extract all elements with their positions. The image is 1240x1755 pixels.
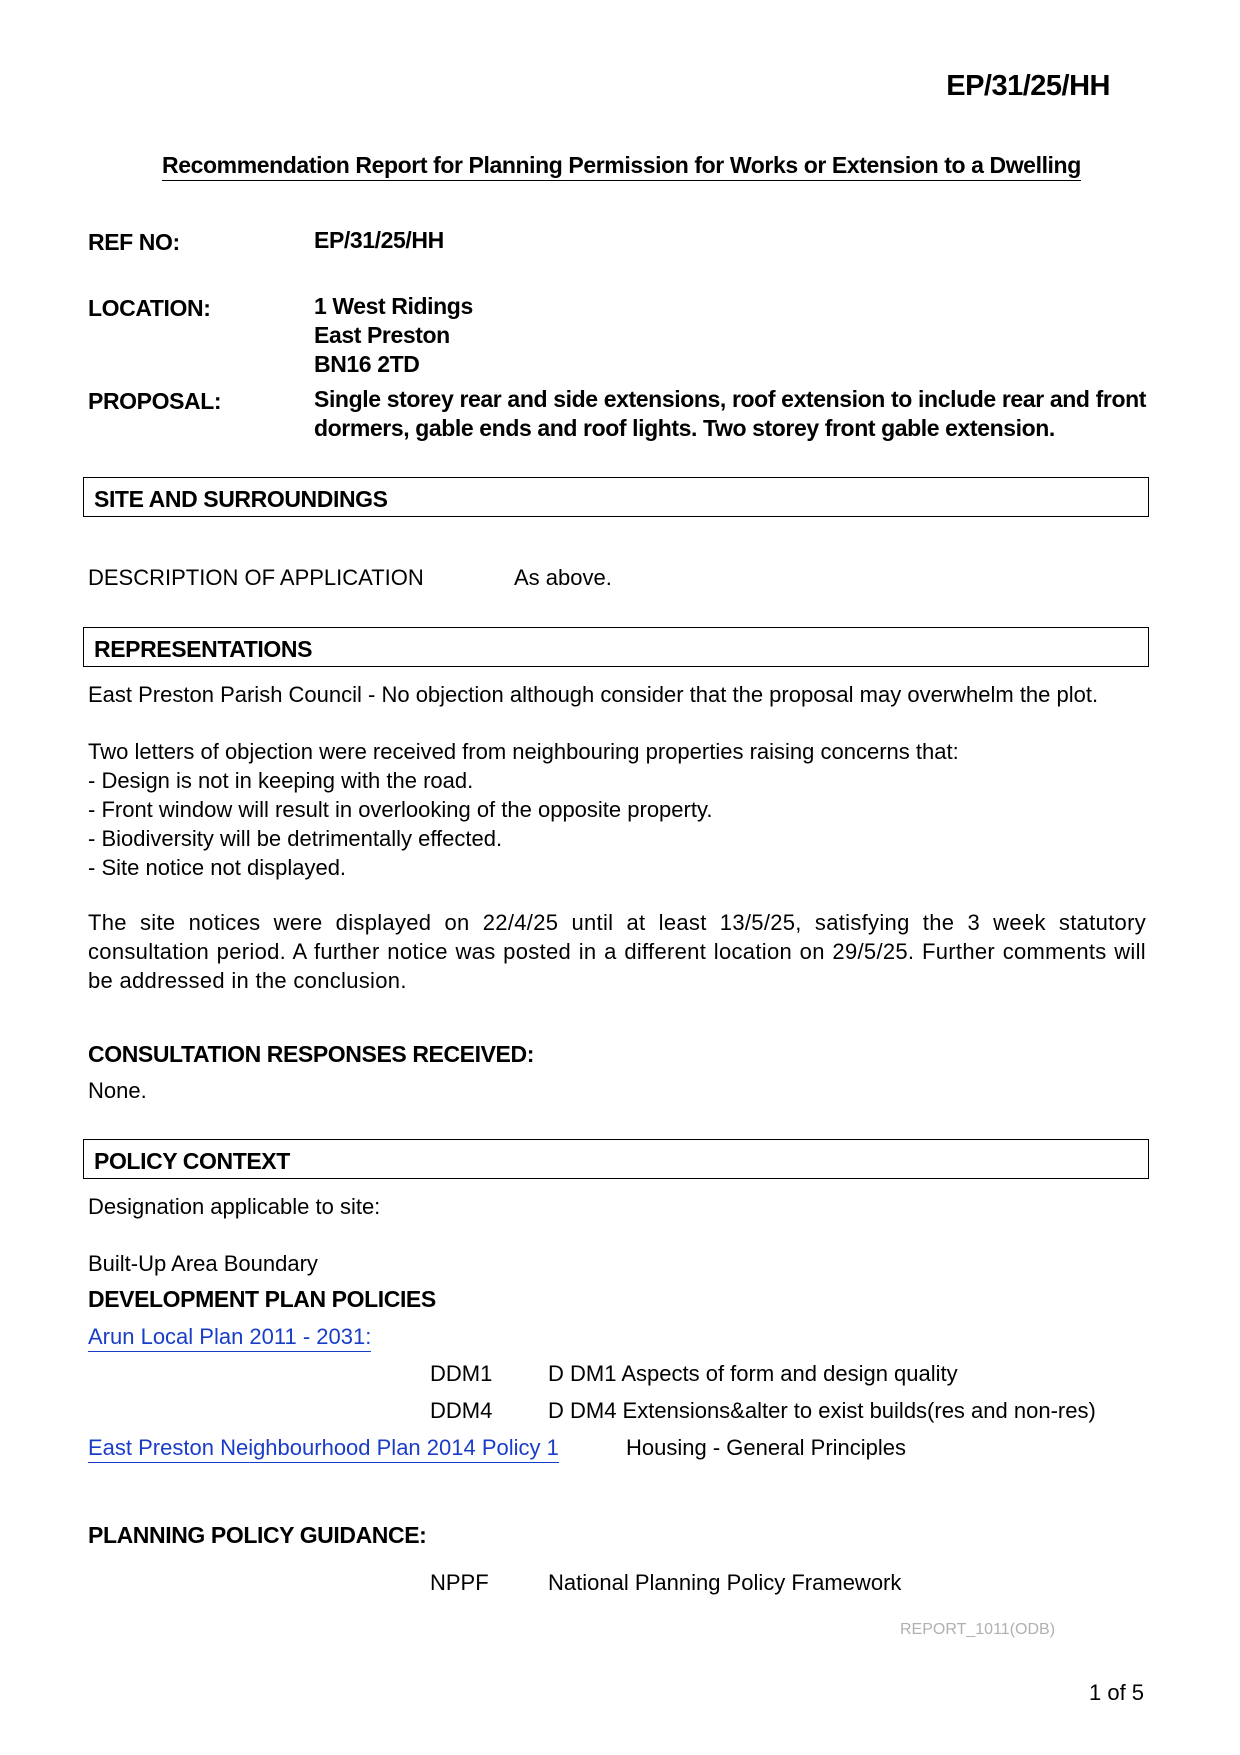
ref-value: EP/31/25/HH xyxy=(314,227,444,253)
site-notices-paragraph: The site notices were displayed on 22/4/25 until at least 13/5/25, satisfying the 3 week statutory consultation period. A further notice was posted in a different location on 29/5/25. Further comments will be addressed in the conclusion. xyxy=(88,910,1146,993)
location-line: BN16 2TD xyxy=(314,351,420,377)
designation-label: Designation applicable to site: xyxy=(88,1194,381,1219)
representations-section-header xyxy=(83,627,1149,667)
representations-heading: REPRESENTATIONS xyxy=(94,636,313,662)
guidance-description: National Planning Policy Framework xyxy=(548,1570,902,1595)
neighbourhood-plan-link-text[interactable]: East Preston Neighbourhood Plan 2014 Policy 1 xyxy=(88,1435,559,1463)
consultation-heading: CONSULTATION RESPONSES RECEIVED: xyxy=(88,1041,534,1067)
list-item: - Biodiversity will be detrimentally effected. xyxy=(88,826,503,851)
planning-guidance-heading: PLANNING POLICY GUIDANCE: xyxy=(88,1522,427,1548)
list-item: - Site notice not displayed. xyxy=(88,855,347,880)
location-label: LOCATION: xyxy=(88,295,211,321)
guidance-code: NPPF xyxy=(430,1570,489,1595)
neighbourhood-plan-description: Housing - General Principles xyxy=(626,1435,907,1460)
page-indicator: 1 of 5 xyxy=(1089,1680,1145,1705)
policy-description: D DM4 Extensions&alter to exist builds(res and non-res) xyxy=(548,1398,1096,1423)
policy-code: DDM1 xyxy=(430,1361,493,1386)
local-plan-link[interactable] xyxy=(88,1322,371,1351)
consultation-value: None. xyxy=(88,1078,147,1103)
description-label: DESCRIPTION OF APPLICATION xyxy=(88,565,424,590)
report-code: REPORT_1011(ODB) xyxy=(900,1621,1056,1638)
page-reference: EP/31/25/HH xyxy=(946,70,1110,102)
parish-council-comment: East Preston Parish Council - No objection although consider that the proposal may overwhelm the plot. xyxy=(88,682,1099,707)
proposal-value: Single storey rear and side extensions, roof extension to include rear and front dormers, gable ends and roof lights. Two storey front gable extension. xyxy=(314,386,1146,441)
policy-heading: POLICY CONTEXT xyxy=(94,1148,290,1174)
objection-list xyxy=(88,766,712,882)
proposal-label: PROPOSAL: xyxy=(88,388,222,414)
development-plan-heading: DEVELOPMENT PLAN POLICIES xyxy=(88,1286,436,1312)
location-line: East Preston xyxy=(314,322,450,348)
neighbourhood-plan-link[interactable] xyxy=(88,1433,559,1462)
designation-value: Built-Up Area Boundary xyxy=(88,1251,318,1276)
document-title: Recommendation Report for Planning Permission for Works or Extension to a Dwelling xyxy=(162,152,1081,181)
list-item: - Front window will result in overlooking of the opposite property. xyxy=(88,797,713,822)
policy-code: DDM4 xyxy=(430,1398,493,1423)
site-section-header xyxy=(83,477,1149,517)
ref-label: REF NO: xyxy=(88,229,180,255)
objections-intro: Two letters of objection were received from neighbouring properties raising concerns that: xyxy=(88,739,959,764)
location-value xyxy=(314,292,473,379)
policy-description: D DM1 Aspects of form and design quality xyxy=(548,1361,958,1386)
location-line: 1 West Ridings xyxy=(314,293,473,319)
list-item: - Design is not in keeping with the road. xyxy=(88,768,474,793)
policy-section-header xyxy=(83,1139,1149,1179)
local-plan-link-text[interactable]: Arun Local Plan 2011 - 2031: xyxy=(88,1324,371,1352)
description-value: As above. xyxy=(514,565,612,590)
site-heading: SITE AND SURROUNDINGS xyxy=(94,486,388,512)
